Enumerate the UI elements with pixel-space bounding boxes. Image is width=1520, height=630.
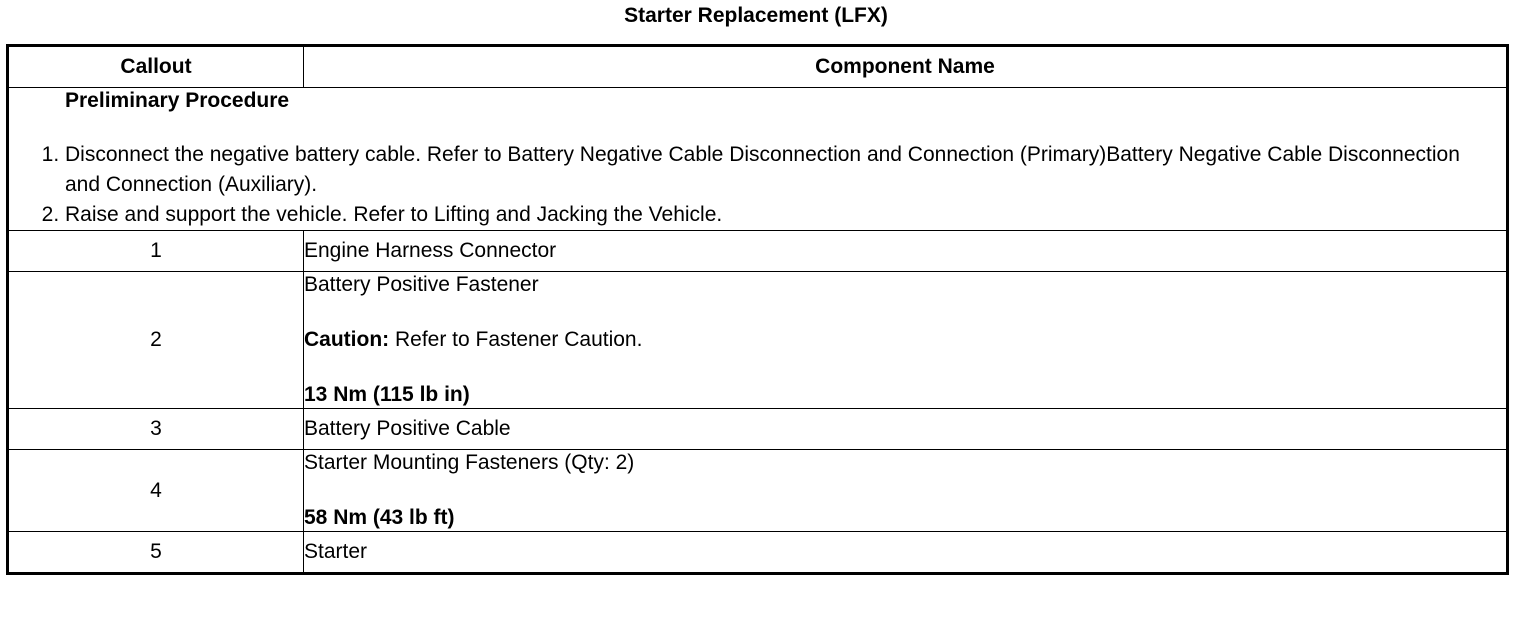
callout-number: 1 <box>8 231 304 272</box>
preliminary-steps-list <box>9 140 1506 230</box>
component-detail-cell <box>304 272 1508 409</box>
table-row <box>8 409 1508 450</box>
table-row <box>8 450 1508 532</box>
component-name: Battery Positive Fastener <box>304 273 539 296</box>
component-name: Battery Positive Cable <box>304 409 1508 450</box>
table-row <box>8 532 1508 574</box>
preliminary-procedure-cell <box>8 88 1508 231</box>
page-title: Starter Replacement (LFX) <box>624 4 888 27</box>
component-name: Starter Mounting Fasteners (Qty: 2) <box>304 451 635 474</box>
callout-number: 3 <box>8 409 304 450</box>
preliminary-procedure-heading: Preliminary Procedure <box>65 89 290 112</box>
caution-text: Refer to Fastener Caution. <box>389 328 643 351</box>
torque-spec: 13 Nm (115 lb in) <box>304 383 470 406</box>
table-row <box>8 272 1508 409</box>
caution-label: Caution: <box>304 328 390 351</box>
component-name: Engine Harness Connector <box>304 231 1508 272</box>
callout-column-header: Callout <box>8 46 304 88</box>
preliminary-step: 1. Disconnect the negative battery cable. Refer to Battery Negative Cable Disconnection and Connection (Primary)Battery Negative Cable Disconnection and Connection (Auxiliary). <box>65 140 1506 200</box>
caution-note <box>304 327 1506 353</box>
callout-number: 5 <box>8 532 304 574</box>
components-table <box>6 44 1509 575</box>
component-detail-cell <box>304 450 1508 532</box>
callout-number: 2 <box>8 272 304 409</box>
component-name-column-header: Component Name <box>304 46 1508 88</box>
component-name: Starter <box>304 532 1508 574</box>
preliminary-step: 2. Raise and support the vehicle. Refer to Lifting and Jacking the Vehicle. <box>65 200 1506 230</box>
preliminary-procedure-row <box>8 88 1508 231</box>
callout-number: 4 <box>8 450 304 532</box>
torque-spec: 58 Nm (43 lb ft) <box>304 506 455 529</box>
table-row <box>8 231 1508 272</box>
header-row <box>8 46 1508 88</box>
